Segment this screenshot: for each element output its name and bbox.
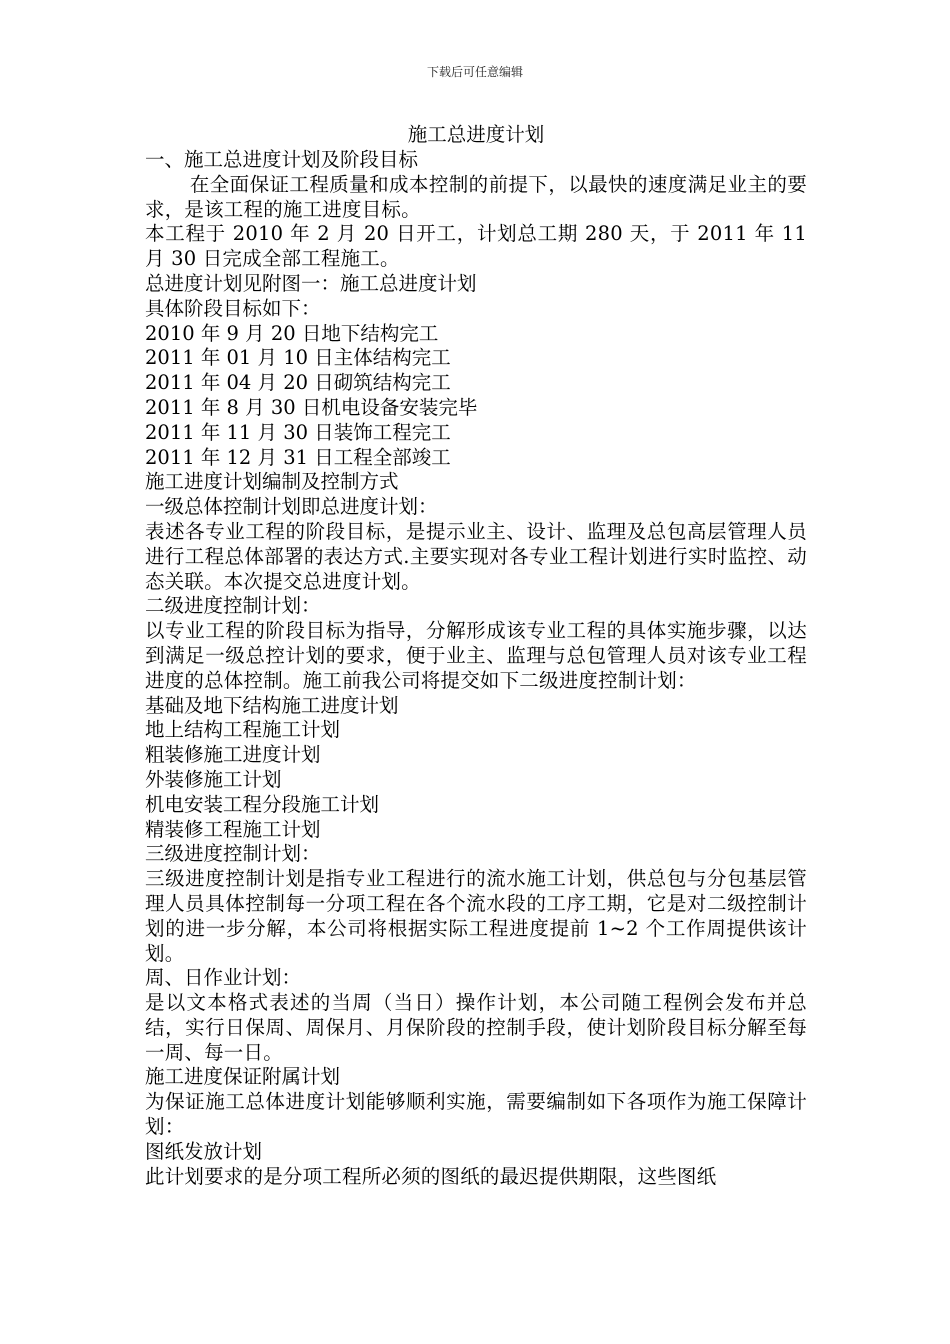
text-line: 外装修施工计划 bbox=[145, 767, 282, 791]
text-line: 2011 年 8 月 30 日机电设备安装完毕 bbox=[145, 395, 478, 419]
document-title: 施工总进度计划 bbox=[407, 123, 545, 146]
text-line: 2011 年 04 月 20 日砌筑结构完工 bbox=[145, 371, 451, 395]
page-header-note: 下载后可任意编辑 bbox=[426, 65, 523, 79]
text-line: 三级进度控制计划： bbox=[145, 842, 321, 866]
text-line: 2011 年 01 月 10 日主体结构完工 bbox=[145, 346, 451, 370]
paragraph: 以专业工程的阶段目标为指导，分解形成该专业工程的具体实施步骤，以达到满足一级总控计划的要求，便于业主、监理与总包管理人员对该专业工程进度的总体控制。施工前我公司将提交如下二级进度控制计划： bbox=[145, 619, 807, 692]
paragraph: 为保证施工总体进度计划能够顺利实施，需要编制如下各项作为施工保障计划： bbox=[145, 1090, 807, 1139]
text-line: 图纸发放计划 bbox=[145, 1139, 263, 1163]
text-line: 地上结构工程施工计划 bbox=[145, 718, 341, 742]
document-body bbox=[145, 122, 807, 1189]
text-line: 总进度计划见附图一：施工总进度计划 bbox=[145, 271, 477, 295]
text-line: 周、日作业计划： bbox=[145, 966, 302, 990]
text-line: 二级进度控制计划： bbox=[145, 594, 321, 618]
text-line: 精装修工程施工计划 bbox=[145, 817, 321, 841]
paragraph: 此计划要求的是分项工程所必须的图纸的最迟提供期限，这些图纸 bbox=[145, 1164, 717, 1188]
text-line: 2011 年 12 月 31 日工程全部竣工 bbox=[145, 445, 451, 469]
text-line: 一、施工总进度计划及阶段目标 bbox=[145, 148, 419, 171]
text-line: 2010 年 9 月 20 日地下结构完工 bbox=[145, 321, 439, 345]
text-line: 施工进度计划编制及控制方式 bbox=[145, 470, 399, 494]
document-content bbox=[145, 148, 807, 1189]
text-line: 粗装修施工进度计划 bbox=[145, 743, 321, 767]
paragraph: 表述各专业工程的阶段目标，是提示业主、设计、监理及总包高层管理人员进行工程总体部署的表达方式.主要实现对各专业工程计划进行实时监控、动态关联。本次提交总进度计划。 bbox=[145, 519, 807, 593]
paragraph: 是以文本格式表述的当周（当日）操作计划，本公司随工程例会发布并总结，实行日保周、周保月、月保阶段的控制手段，使计划阶段目标分解至每一周、每一日。 bbox=[145, 991, 807, 1064]
paragraph: 在全面保证工程质量和成本控制的前提下，以最快的速度满足业主的要求，是该工程的施工进度目标。 bbox=[145, 172, 807, 221]
text-line: 一级总体控制计划即总进度计划： bbox=[145, 495, 438, 519]
text-line: 2011 年 11 月 30 日装饰工程完工 bbox=[145, 420, 451, 444]
paragraph: 本工程于 2010 年 2 月 20 日开工，计划总工期 280 天，于 2011 年 11 月 30 日完成全部工程施工。 bbox=[145, 222, 807, 271]
text-line: 具体阶段目标如下： bbox=[145, 296, 321, 320]
text-line: 施工进度保证附属计划 bbox=[145, 1065, 341, 1089]
text-line: 机电安装工程分段施工计划 bbox=[145, 792, 380, 816]
paragraph: 三级进度控制计划是指专业工程进行的流水施工计划，供总包与分包基层管理人员具体控制每一分项工程在各个流水段的工序工期，它是对二级控制计划的进一步分解，本公司将根据实际工程进度提前 1~2 个工作周提供该计划。 bbox=[145, 867, 807, 965]
text-line: 基础及地下结构施工进度计划 bbox=[145, 693, 399, 717]
